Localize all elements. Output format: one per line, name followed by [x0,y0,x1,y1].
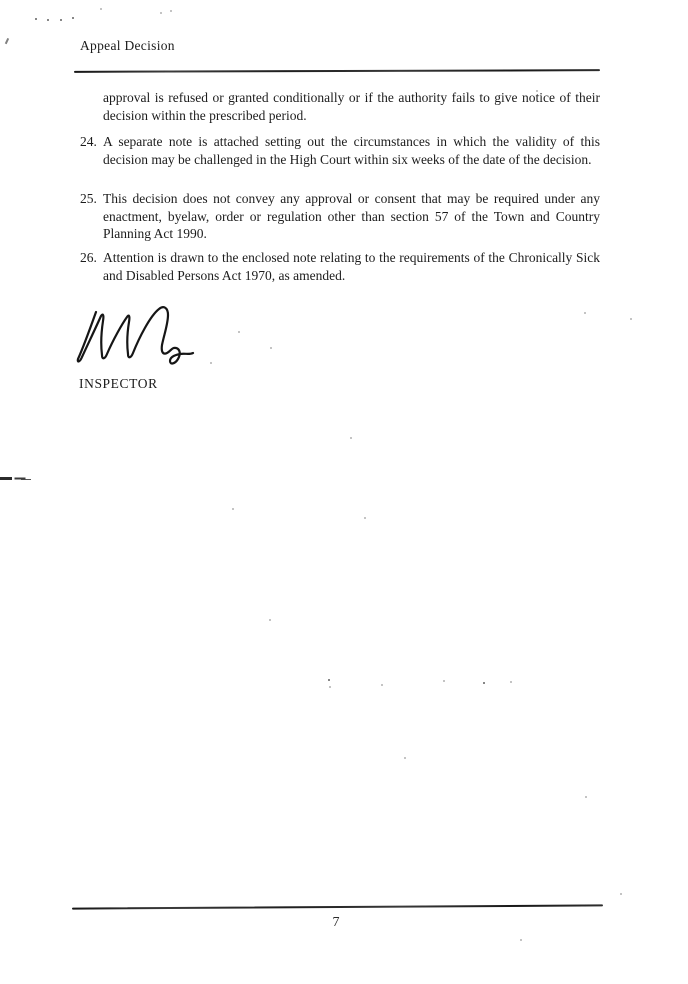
scan-speck [100,8,102,10]
scan-speck [47,19,49,21]
scan-speck [5,38,9,44]
scan-speck [238,331,240,333]
scan-speck [60,19,62,21]
inspector-label: INSPECTOR [79,376,158,391]
paragraph-24 [80,133,600,168]
paragraph-continuation [103,89,600,124]
page-number: 7 [332,915,340,930]
paragraph-text: This decision does not convey any approval or consent that may be required under any enactment, byelaw, order or regulation other than section 57 of the Town and Country Planning Act 1990. [103,191,600,241]
scan-speck [350,437,352,439]
scan-speck [72,17,74,19]
scan-speck [585,796,587,798]
inspector-signature-scribble [68,304,203,374]
scan-speck [510,681,512,683]
scan-speck [620,893,622,895]
scan-speck [443,680,445,682]
scan-speck [584,312,586,314]
paragraph-26 [80,249,600,284]
scan-speck [404,757,406,759]
paragraph-number: 25. [80,191,97,206]
scan-speck [381,684,383,686]
scan-speck [364,517,366,519]
scan-speck [270,347,272,349]
paragraph-number: 26. [80,250,97,265]
header-rule [74,69,600,73]
scan-speck [210,362,212,364]
scan-speck [269,619,271,621]
footer-rule [72,904,603,910]
scan-speck [35,18,37,20]
scan-speck [328,679,330,681]
scan-speck [160,12,162,14]
page-title: Appeal Decision [80,38,175,53]
scan-speck [520,939,522,941]
scan-speck [329,686,331,688]
paragraph-number: 24. [80,134,97,149]
paragraph-text: Attention is drawn to the enclosed note relating to the requirements of the Chronically Sick and Disabled Persons Act 1970, as amended. [103,250,600,283]
paragraph-25 [80,190,600,243]
scan-speck [483,682,485,684]
scan-speck [232,508,234,510]
scan-speck [630,318,632,320]
scan-edge-mark [0,477,12,480]
paragraph-text: approval is refused or granted conditionally or if the authority fails to give notice of their decision within the prescribed period. [103,90,600,123]
scan-speck [170,10,172,12]
paragraph-text: A separate note is attached setting out the circumstances in which the validity of this decision may be challenged in the High Court within six weeks of the date of the decision. [103,134,600,167]
